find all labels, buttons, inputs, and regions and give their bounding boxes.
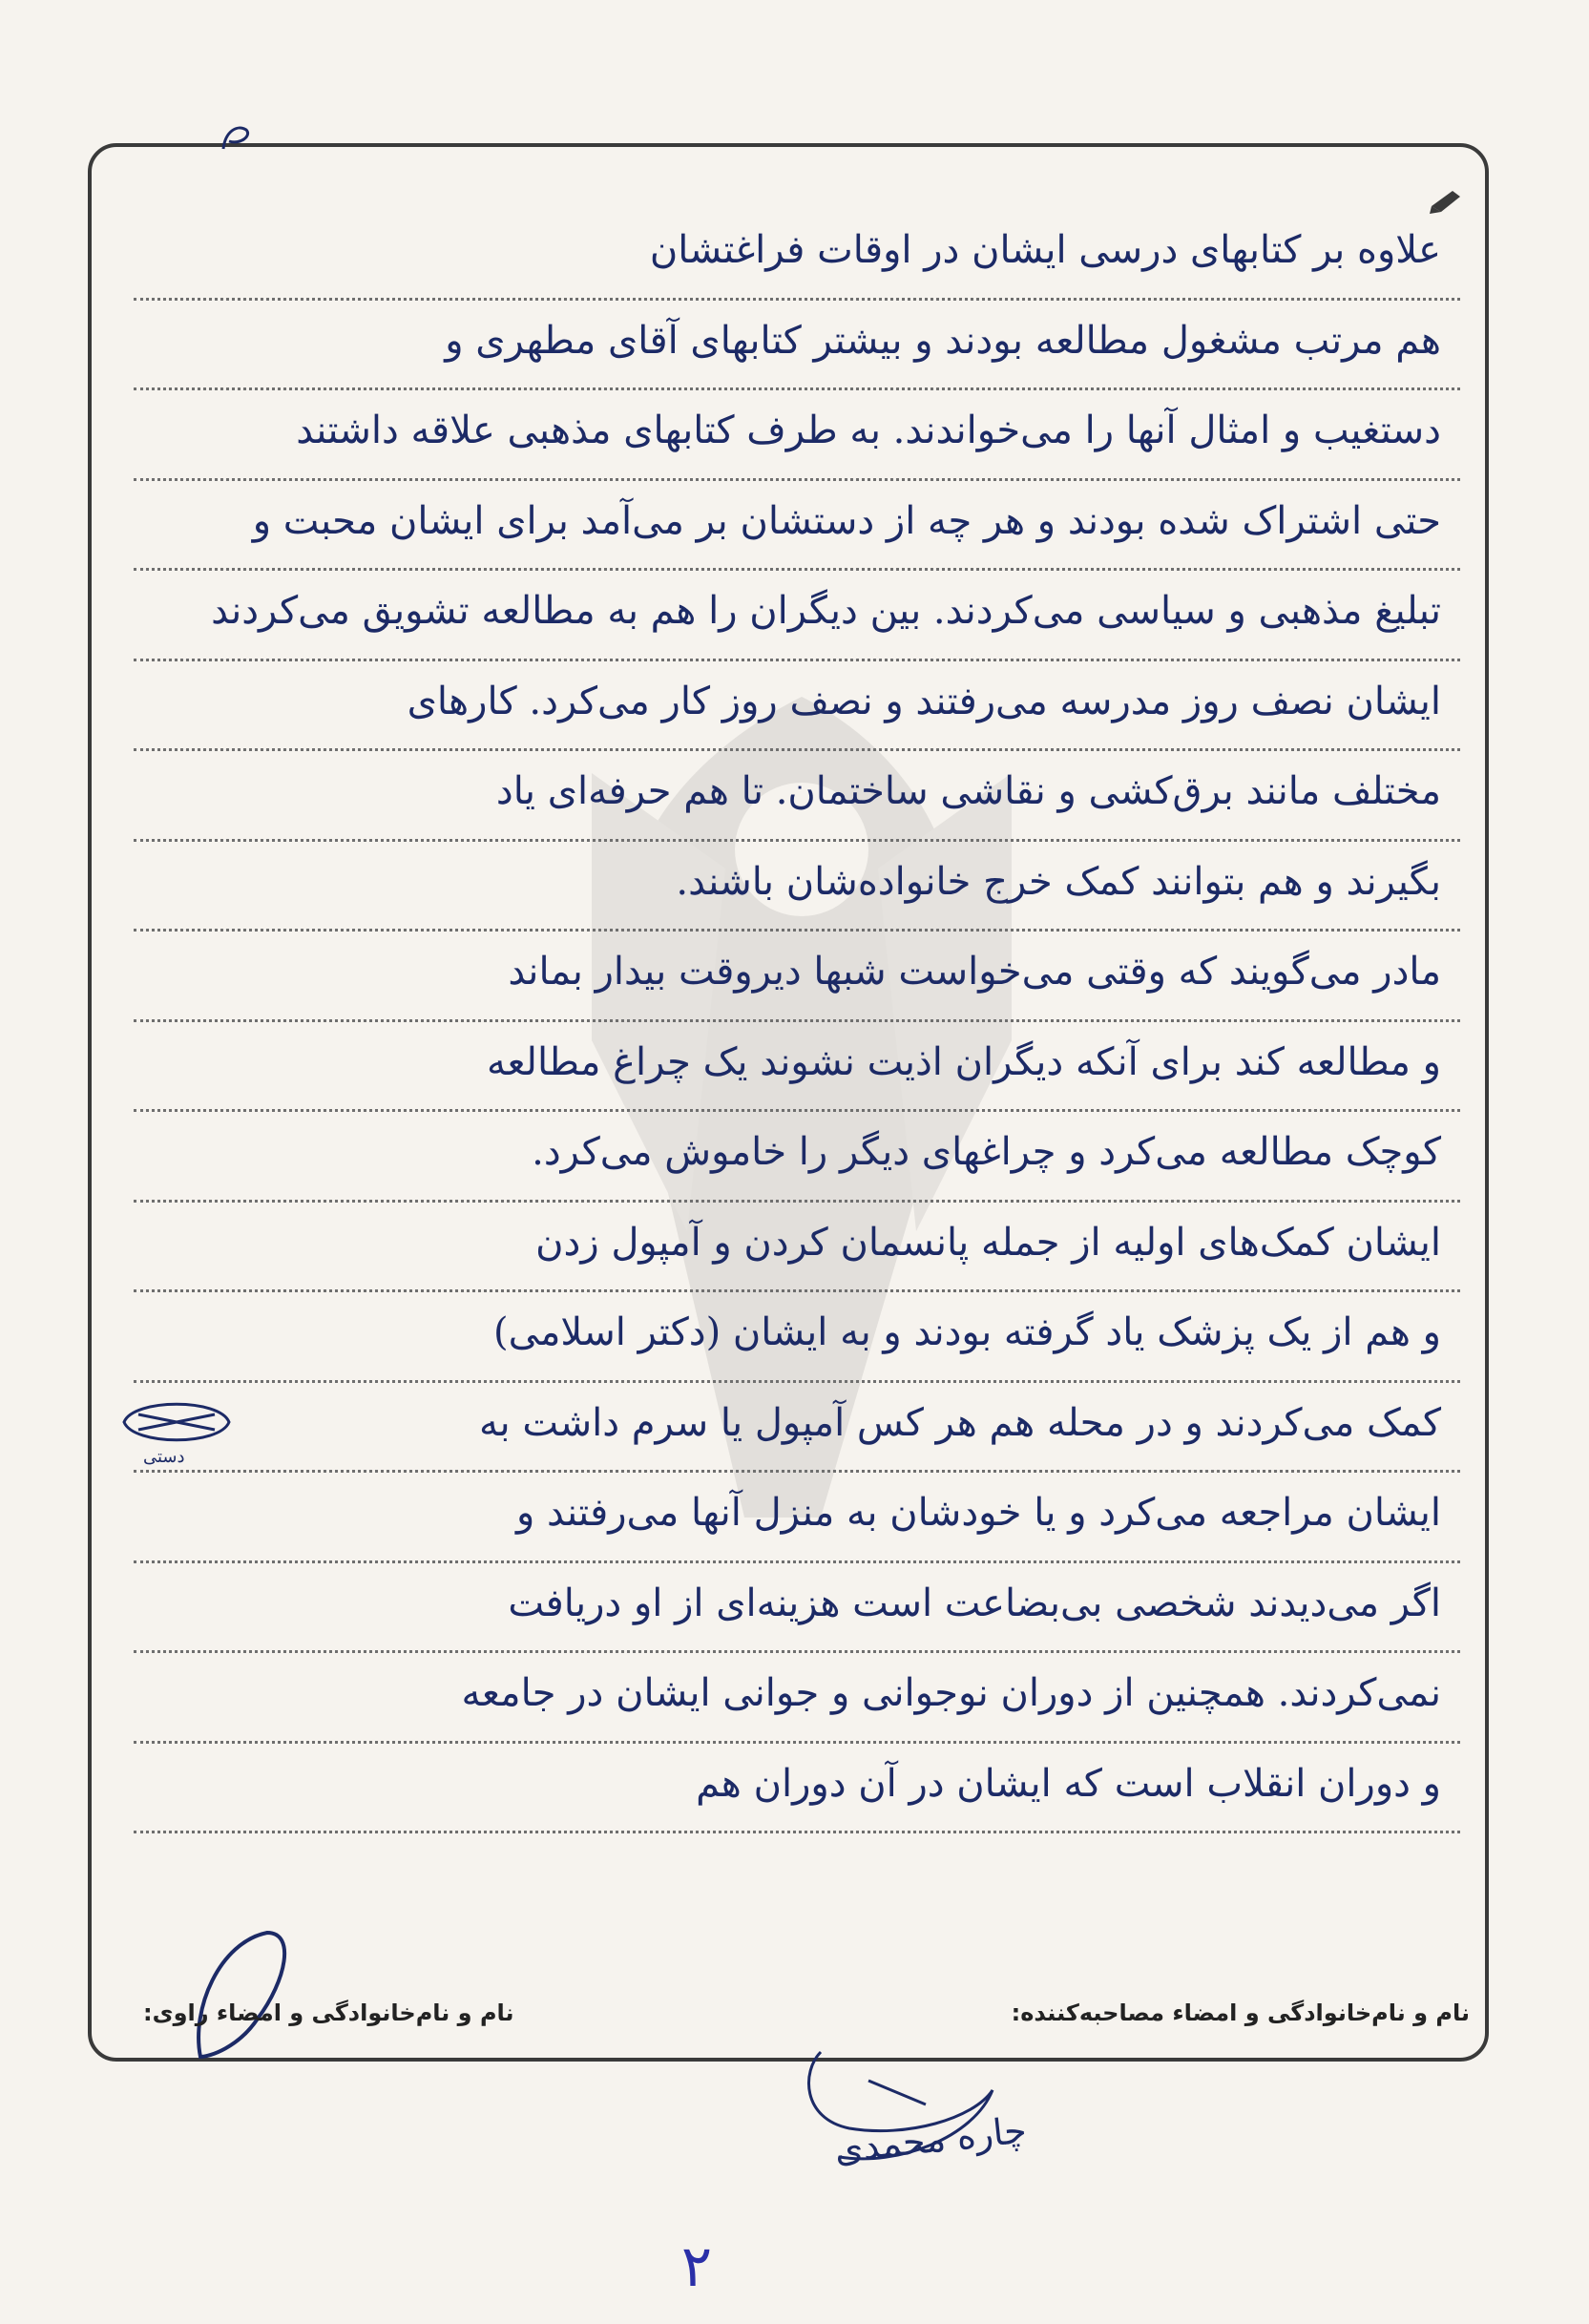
margin-correction-note	[115, 1393, 239, 1479]
signer-name: چاره محمدی	[832, 2108, 1029, 2171]
text-line: مختلف مانند برق‌کشی و نقاشی ساختمان. تا هم حرفه‌ای یاد	[134, 751, 1460, 842]
text-line: نمی‌کردند. همچنین از دوران نوجوانی و جوانی ایشان در جامعه	[134, 1653, 1460, 1744]
text-line: اگر می‌دیدند شخصی بی‌بضاعت است هزینه‌ای از او دریافت	[134, 1563, 1460, 1654]
crossed-out-word	[115, 1393, 239, 1451]
text-line: هم مرتب مشغول مطالعه بودند و بیشتر کتابهای آقای مطهری و	[134, 301, 1460, 391]
text-line: و دوران انقلاب است که ایشان در آن دوران هم	[134, 1744, 1460, 1834]
text-line: بگیرند و هم بتوانند کمک خرج خانواده‌شان باشند.	[134, 842, 1460, 932]
text-line: مادر می‌گویند که وقتی می‌خواست شبها دیروقت بیدار بماند	[134, 932, 1460, 1022]
text-line: کمک می‌کردند و در محله هم هر کس آمپول یا سرم داشت به	[134, 1383, 1460, 1474]
text-line: کوچک مطالعه می‌کرد و چراغهای دیگر را خاموش می‌کرد.	[134, 1112, 1460, 1203]
page-number: ۲	[680, 2233, 713, 2300]
text-line: و مطالعه کند برای آنکه دیگران اذیت نشوند یک چراغ مطالعه	[134, 1022, 1460, 1113]
text-line: دستغیب و امثال آنها را می‌خواندند. به طرف کتابهای مذهبی علاقه داشتند	[134, 390, 1460, 481]
margin-scribble	[181, 1914, 305, 2066]
text-line: حتی اشتراک شده بودند و هر چه از دستشان بر می‌آمد برای ایشان محبت و	[134, 481, 1460, 572]
margin-note-text: دستی	[143, 1447, 185, 1467]
handwritten-signature	[783, 2014, 1021, 2205]
text-line: و هم از یک پزشک یاد گرفته بودند و به ایشان (دکتر اسلامی)	[134, 1292, 1460, 1383]
text-line: ایشان نصف روز مدرسه می‌رفتند و نصف روز کار می‌کرد. کارهای	[134, 661, 1460, 752]
text-line: ایشان کمک‌های اولیه از جمله پانسمان کردن و آمپول زدن	[134, 1203, 1460, 1293]
text-line: تبلیغ مذهبی و سیاسی می‌کردند. بین دیگران را هم به مطالعه تشویق می‌کردند	[134, 571, 1460, 661]
text-line: ایشان مراجعه می‌کرد و یا خودشان به منزل آنها می‌رفتند و	[134, 1473, 1460, 1563]
interviewer-signature-label: نام و نام‌خانوادگی و امضاء مصاحبه‌کننده:	[1011, 1999, 1470, 2026]
top-pen-mark	[220, 122, 254, 155]
text-line: علاوه بر کتابهای درسی ایشان در اوقات فراغتشان	[134, 210, 1460, 301]
narrator-signature-label: نام و نام‌خانوادگی و امضاء راوی:	[143, 1999, 514, 2026]
handwritten-text-lines	[134, 210, 1460, 1833]
